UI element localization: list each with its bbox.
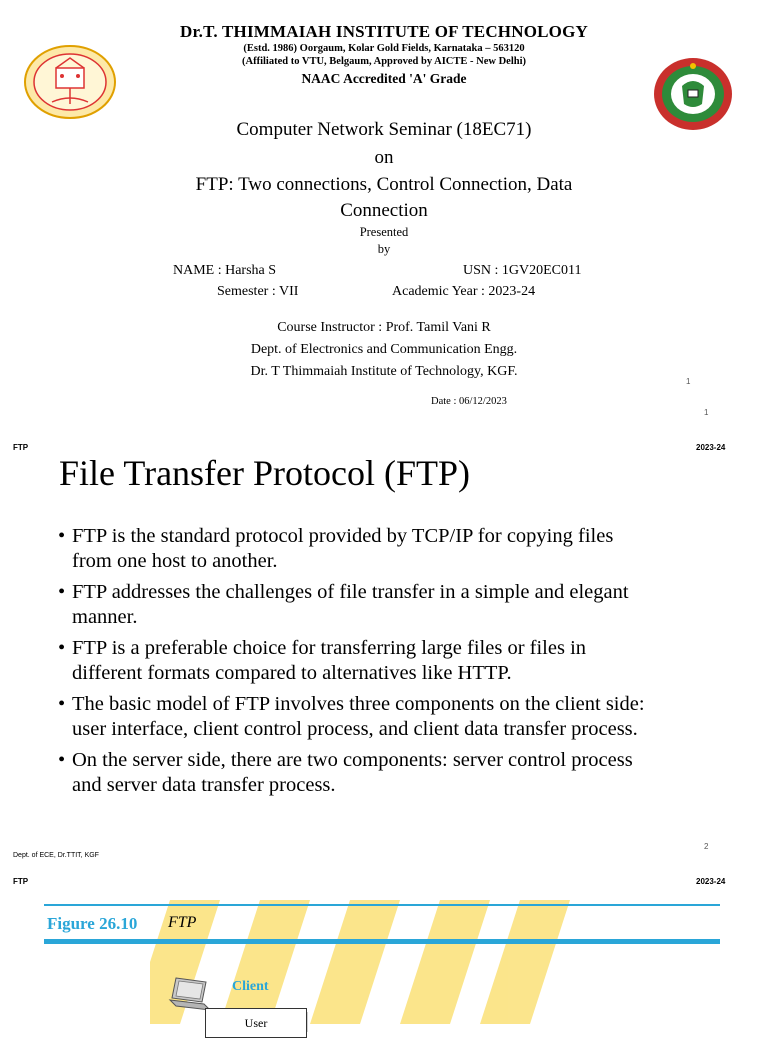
student-name: NAME : Harsha S <box>173 263 277 278</box>
slide-header-right: 2023-24 <box>696 443 726 452</box>
presented-label: Presented <box>359 225 409 239</box>
bullet-line: FTP addresses the challenges of file transfer in a simple and elegant <box>72 581 629 603</box>
list-item: • On the server side, there are two components: server control process and server data transfer process. <box>58 749 633 796</box>
watermark-stripes <box>150 880 570 1024</box>
seminar-topic-line2: Connection <box>340 200 428 221</box>
bullet-line: manner. <box>72 606 138 628</box>
institute-line: Dr. T Thimmaiah Institute of Technology, KGF. <box>250 364 518 379</box>
institute-accreditation: NAAC Accredited 'A' Grade <box>301 71 467 86</box>
figure-bottom-rule <box>44 939 720 944</box>
institute-established: (Estd. 1986) Oorgaum, Kolar Gold Fields, Karnataka – 563120 <box>243 43 525 54</box>
bullet-line: different formats compared to alternatives like HTTP. <box>72 662 512 684</box>
user-interface-box <box>205 1008 307 1038</box>
page-number: 2 <box>704 842 709 851</box>
slide-header-right: 2023-24 <box>696 877 726 886</box>
course-instructor: Course Instructor : Prof. Tamil Vani R <box>277 320 491 335</box>
list-item: • FTP addresses the challenges of file transfer in a simple and elegant manner. <box>58 581 629 628</box>
department: Dept. of Electronics and Communication Engg. <box>250 342 518 357</box>
bullet-line: from one host to another. <box>72 550 278 572</box>
student-semester: Semester : VII <box>217 284 299 299</box>
student-usn: USN : 1GV20EC011 <box>463 263 582 278</box>
bullet-line: user interface, client control process, and client data transfer process. <box>72 718 638 740</box>
by-label: by <box>377 242 391 256</box>
page-number: 1 <box>704 408 709 417</box>
client-label: Client <box>232 979 269 994</box>
page-number: 1 <box>686 377 691 386</box>
bullet-line: and server data transfer process. <box>72 774 336 796</box>
bullet-line: FTP is a preferable choice for transferring large files or files in <box>72 637 587 659</box>
seminar-on: on <box>374 147 394 168</box>
institute-name: Dr.T. THIMMAIAH INSTITUTE OF TECHNOLOGY <box>180 22 588 41</box>
presentation-date: Date : 06/12/2023 <box>431 396 507 407</box>
figure-name: FTP <box>168 914 197 931</box>
list-item: • The basic model of FTP involves three components on the client side: user interface, client control process, and client data transfer process. <box>58 693 645 740</box>
list-item: • FTP is a preferable choice for transferring large files or files in different formats compared to alternatives like HTTP. <box>58 637 587 684</box>
bullet-list <box>58 524 708 804</box>
slide-header-left: FTP <box>13 443 29 452</box>
bullet-line: On the server side, there are two components: server control process <box>72 749 633 771</box>
figure-label: Figure 26.10 <box>47 914 138 933</box>
figure-top-rule <box>44 904 720 906</box>
academic-year: Academic Year : 2023-24 <box>392 284 536 299</box>
seminar-topic-line1: FTP: Two connections, Control Connection, Data <box>195 174 573 195</box>
bullet-line: FTP is the standard protocol provided by TCP/IP for copying files <box>72 525 614 547</box>
bullet-line: The basic model of FTP involves three components on the client side: <box>72 693 645 715</box>
list-item: • FTP is the standard protocol provided by TCP/IP for copying files from one host to another. <box>58 525 614 572</box>
institute-affiliation: (Affiliated to VTU, Belgaum, Approved by AICTE - New Delhi) <box>242 56 526 67</box>
slide-footer: Dept. of ECE, Dr.TTIT, KGF <box>13 852 99 859</box>
slide-header-left: FTP <box>13 877 29 886</box>
seminar-title: Computer Network Seminar (18EC71) <box>236 119 532 140</box>
slide-title: File Transfer Protocol (FTP) <box>59 453 471 493</box>
user-box-label: User <box>244 1016 268 1030</box>
